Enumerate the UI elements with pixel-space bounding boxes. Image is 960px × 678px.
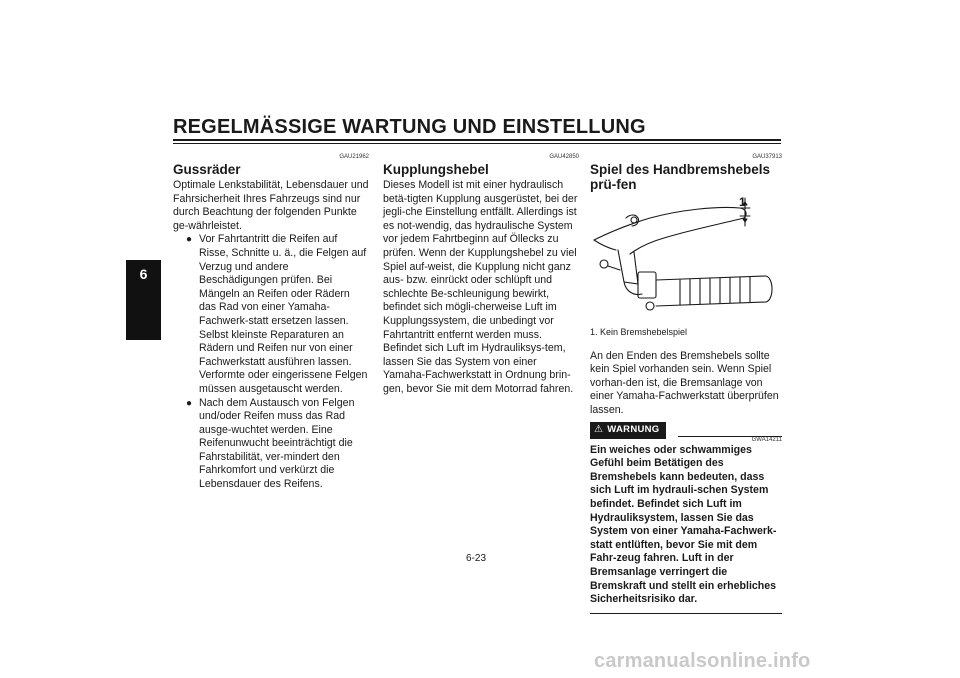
chapter-number: 6 bbox=[139, 266, 148, 282]
section-title-handbremshebel: Spiel des Handbremshebels prü-fen bbox=[590, 162, 771, 192]
page-number: 6-23 bbox=[466, 553, 487, 564]
figure-callout: 1 bbox=[739, 196, 746, 209]
brake-lever-figure bbox=[590, 196, 782, 324]
warning-badge bbox=[590, 422, 666, 439]
column-kupplungshebel bbox=[383, 150, 579, 397]
section-code: GAU21962 bbox=[339, 154, 369, 160]
column-gussraeder bbox=[173, 150, 369, 492]
header-rule bbox=[173, 139, 781, 141]
warning-header bbox=[590, 422, 782, 443]
warning-code: GWA14211 bbox=[751, 436, 782, 443]
page-title: REGELMÄSSIGE WARTUNG UND EINSTELLUNG bbox=[173, 116, 646, 138]
list-item bbox=[186, 397, 369, 492]
section-code: GAU42850 bbox=[549, 154, 579, 160]
warning-text: Ein weiches oder schwammiges Gefühl beim Betätigen des Bremshebels kann bedeuten, dass sich Luft im hydrauli-schen System befindet. Befindet sich Luft im Hydrauliksystem, lassen Sie das System von einer Yamaha-Fachwerk-statt entlüften, bevor Sie mit dem Fahr-zeug fahren. Luft in der Bremsanlage verringert die Bremskraft und stellt ein erhebliches Sicherheitsrisiko dar. bbox=[590, 443, 777, 606]
list-item bbox=[186, 233, 369, 396]
list-item-text: Vor Fahrtantritt die Reifen auf Risse, Schnitte u. ä., die Felgen auf Verzug und andere Beschädigungen prüfen. Bei Mängeln an Reifen oder Rädern das Rad von einer Yamaha-Fachwerk-statt ersetzen lassen. Selbst kleinste Reparaturen an Rädern und Reifen nur von einer Fachwerkstatt ausführen lassen. Verformte oder eingerissene Felgen müssen ausgetauscht werden. bbox=[199, 233, 368, 395]
warning-rule bbox=[678, 436, 782, 437]
warning-end-rule bbox=[590, 613, 782, 614]
brake-lever-illustration bbox=[590, 196, 782, 324]
bullet-icon: ● bbox=[186, 397, 193, 409]
section-intro: Optimale Lenkstabilität, Lebensdauer und Fahrsicherheit Ihres Fahrzeugs sind nur durch Beachtung der folgenden Punkte ge-währleistet. bbox=[173, 179, 369, 232]
bullet-icon: ● bbox=[186, 234, 193, 246]
watermark: carmanualsonline.info bbox=[594, 650, 811, 672]
warning-triangle-icon: ⚠ bbox=[594, 424, 604, 436]
chapter-tab bbox=[126, 260, 161, 340]
list-item-text: Nach dem Austausch von Felgen und/oder Reifen muss das Rad ausge-wuchtet werden. Eine Reifenunwucht beeinträchtigt die Fahrstabilität, ver-mindert den Fahrkomfort und verkürzt die Lebensdauer des Reifens. bbox=[199, 396, 355, 491]
column-handbremshebel bbox=[590, 150, 782, 614]
bullet-list bbox=[173, 233, 369, 491]
section-title-gussraeder: Gussräder bbox=[173, 162, 241, 177]
header-rule-thin bbox=[173, 143, 781, 144]
section-code: GAU37913 bbox=[752, 154, 782, 160]
section-title-kupplungshebel: Kupplungshebel bbox=[383, 162, 489, 177]
figure-caption: 1. Kein Bremshebelspiel bbox=[590, 327, 688, 337]
section-body: Dieses Modell ist mit einer hydraulisch betä-tigten Kupplung ausgerüstet, bei der jegli-che Einstellung entfällt. Allerdings ist es not-wendig, das hydraulische System vor jedem Fahrtbeginn auf Öllecks zu prüfen. Wenn der Kupplungshebel zu viel Spiel auf-weist, die Kupplung nicht ganz aus- bzw. einrückt oder schlüpft und schlechte Be-schleunigung bewirkt, befindet sich mögli-cherweise Luft im Kupplungssystem, die unbedingt vor Fahrtantritt entfernt werden muss. Befindet sich Luft im Hydrauliksys-tem, lassen Sie das System von einer Yamaha-Fachwerkstatt in Ordnung brin-gen, bevor Sie mit dem Motorrad fahren. bbox=[383, 179, 578, 395]
warning-label: WARNUNG bbox=[607, 424, 660, 436]
section-body: An den Enden des Bremshebels sollte kein Spiel vorhanden sein. Wenn Spiel vorhan-den ist, die Bremsanlage von einer Yamaha-Fachwerkstatt überprüfen lassen. bbox=[590, 349, 779, 416]
